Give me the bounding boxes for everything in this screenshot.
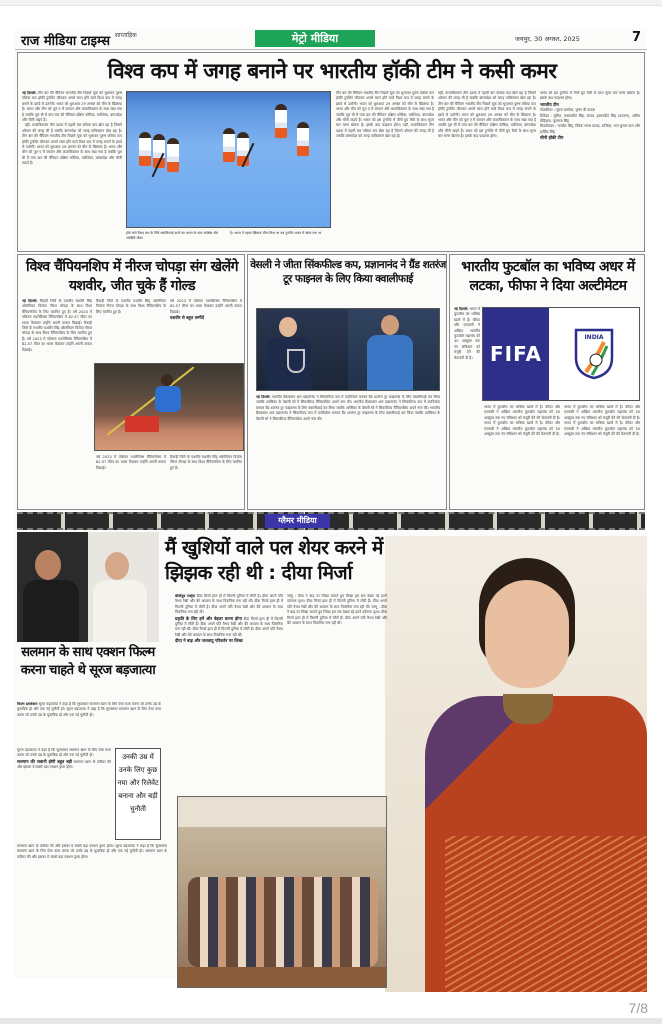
dia-body-col-1	[175, 594, 283, 794]
hockey-headline: विश्व कप में जगह बनाने पर भारतीय हॉकी टीम ने कसी कमर	[107, 59, 557, 83]
team-heading: भारतीय टीम	[540, 101, 559, 107]
player-figure	[275, 104, 287, 138]
athlete-head	[161, 374, 173, 386]
hockey-body-col5: भारत को इस टूर्नामेंट में तीनों ग्रुप मैचों के साथ सुपर चार चरण खेलना है। इसके बाद फाइनल होगा।	[540, 91, 640, 101]
neeraj-body-col3b: रिवाड़ी जिले के एथलीट यशवीर सिंह ओलंपियन विजेता नीरज चोपड़ा के साथ विश्व चैंपियनशिप के लिए चयनित हुए हैं।	[170, 455, 242, 470]
viewer-top-bar	[0, 0, 662, 6]
salman-body-intro	[17, 702, 161, 746]
football-headline: भारतीय फुटबॉल का भविष्य अधर में लटका, फीफा ने दिया अल्टीमेटम	[461, 259, 635, 294]
hockey-body-col3-a: तीन बार की चैंपियन भारतीय टीम पिछले चूक को भुलाकर पुरुष एशिया कप हॉकी टूर्नामेंट जीतकर अगले साल होने वाले विश्व कप में जगह बनाने के इरादे से उतरेगी। भारत को शुरुआत 29 अगस्त को चीन के खिलाफ है। भारत और चीन को पूल ए में जापान और कजाकिस्तान के साथ रखा गया है जबकि पूल बी में पांच बार की चैंपियन दक्षिण कोरिया, मलेशिया, बांग्लादेश और चीनी ताइपे हैं।	[336, 91, 434, 123]
dateline: जयपुर, 30 अगस्त, 2025	[515, 35, 580, 43]
paper-type: साप्ताहिक	[115, 32, 137, 39]
dia-body-col-2	[287, 594, 387, 790]
player-figure	[297, 122, 309, 156]
football-body-col2: भारत में फुटबॉल का भविष्य खतरे में है। फीफा और एएफसी ने अखिल भारतीय फुटबॉल महासंघ को 30 अक्टूबर तक नए संविधान को मंजूरी देने की चेतावनी दी है।	[484, 405, 560, 420]
neeraj-body-col2: रिवाड़ी जिले के एथलीट यशवीर सिंह ओलंपियन विजेता नीरज चोपड़ा के साथ विश्व चैंपियनशिप के लिए चयनित हुए हैं।	[96, 299, 166, 314]
hockey-body-col4-c: भारत को इस टूर्नामेंट में तीनों ग्रुप मैचों के साथ सुपर चार चरण खेलना है। इसके बाद फाइनल होगा।	[438, 128, 536, 139]
salman-body-side	[17, 748, 111, 840]
people-group	[188, 877, 378, 967]
viewer-bottom-bar	[0, 1018, 662, 1024]
hockey-story	[17, 52, 645, 252]
hockey-body-col3-b: वहीं, कजाकिस्तान तीन दशक में पहली बार एशिया कप खेल रहा है जिसने ओमान की जगह ली है जबकि बांग्लादेश को जगह पाकिस्तान खेल रहा है।	[336, 123, 434, 139]
dia-subhead-1: प्रकृति के लिए हमें और बेहतर करना होगा	[175, 615, 242, 621]
dia-body-2c: जम्मू : दीया ने बाढ़ पर लिखा जताते हुए लिखा हम सब देखत रहे इतने दर्दनाक दृश्य।	[287, 604, 387, 615]
hockey-team-photo	[126, 91, 331, 228]
newspaper-page	[15, 28, 647, 978]
neeraj-body-repeat-2: वर्ष 2023 में एशियन एथलेटिक्स चैंपियनशिप में 82.57 मीटर का भाला फेंककर उन्होंने अपनी ताकत दिखाई।	[22, 336, 92, 352]
dia-subhead-2: दीया ने बाढ़ और जलवायु परिवर्तन पर लिखा	[175, 638, 243, 644]
neeraj-body: रिवाड़ी जिले के एथलीट यशवीर सिंह ओलंपियन विजेता नीरज चोपड़ा के साथ विश्व चैंपियनशिप के लिए चयनित हुए हैं।	[22, 299, 92, 314]
chess-body-text: भारतीय ग्रैंडमास्टर आर प्रज्ञानानंद ने सिंकफील्ड कप में उपविजेता बनकर ग्रैंड शतरंज टूर फाइनल्स के लिए क्वालीफाई कर लिया जबकि अमेरिका के वेसली सो ने सिंकफील्ड चैंपियनशिप अपने नाम की।	[256, 395, 440, 405]
ceiling	[178, 797, 386, 827]
chess-headline: वेसली ने जीता सिंकफील्ड कप, प्रज्ञानानंद ने ग्रैंड शतरंज टूर फाइनल के लिए किया क्वालीफाई	[250, 259, 446, 285]
fifa-banner	[482, 307, 640, 401]
player-suit	[367, 335, 413, 391]
neeraj-body-col-2	[96, 299, 166, 359]
player-head	[279, 317, 297, 337]
neeraj-body-col2b: वर्ष 2023 में एशियन एथलेटिक्स चैंपियनशिप में 82.57 मीटर का भाला फेंककर उन्होंने अपनी ताकत दिखाई।	[96, 455, 166, 470]
salman-body-repeat: सूरज बड़जात्या ने कहा है कि सुपरस्टार सलमान खान के लिए ऐसा काम करना जो उनके उम्र के मुताबिक हो और एक नई चुनौती हो।	[17, 707, 161, 717]
hockey-body-col-3	[336, 91, 434, 251]
dia-body-2b: दीया मिर्जा हाल ही में फिल्मी दुनिया में लौटी हैं। दीया अपने पति वैभव रेखी और बेटे अव्यान के साथ पिकनिक मना रही थीं।	[287, 599, 387, 609]
group-photo	[177, 796, 387, 988]
china-team-heading: चीनी हॉकी टीम	[540, 135, 564, 141]
india-shield-icon	[574, 328, 614, 380]
javelin-photo	[94, 363, 244, 451]
hockey-body-col4-b: तीन बार की चैंपियन भारतीय टीम पिछले चूक को भुलाकर पुरुष एशिया कप हॉकी टूर्नामेंट जीतकर अगले साल होने वाले विश्व कप में जगह बनाने के इरादे से उतरेगी। भारत को शुरुआत 29 अगस्त को चीन के खिलाफ है। भारत और चीन को पूल ए में जापान और कजाकिस्तान के साथ रखा गया है जबकि पूल बी में पांच बार की चैंपियन दक्षिण कोरिया, मलेशिया, बांग्लादेश और चीनी ताइपे हैं।	[438, 101, 536, 133]
neeraj-story	[17, 254, 245, 510]
salman-body-side-a: सूरज बड़जात्या ने कहा है कि सुपरस्टार सलमान खान के लिए ऐसा काम करना जो उनके उम्र के मुताबिक हो और एक नई चुनौती हो।	[17, 748, 111, 758]
neeraj-headline: विश्व चैंपियनशिप में नीरज चोपड़ा संग खेलेंगे यशवीर, जीत चुके हैं गोल्ड	[26, 259, 238, 294]
glamour-section-label: ग्लैमर मीडिया	[265, 514, 330, 528]
football-story	[449, 254, 645, 510]
chess-body	[256, 395, 440, 507]
neeraj-dateline: नई दिल्ली।	[22, 299, 38, 303]
person-body	[93, 580, 147, 642]
chess-story	[247, 254, 447, 510]
hockey-caption-left: होने वाले विश्व कप के लिये क्वालिफाई करने का भारत के पास सर्वश्रेष्ठ और आखिरी मौका	[126, 231, 219, 240]
football-dateline: नई दिल्ली।	[454, 307, 469, 311]
dia-body-c: दीया मिर्जा हाल ही में फिल्मी दुनिया में लौटी हैं। दीया अपने पति वैभव रेखी और बेटे अव्यान के साथ पिकनिक मना रही थीं।	[175, 627, 283, 637]
salman-subhead: सलमान की जवानी होगी बहुत बड़ी	[17, 758, 72, 764]
neeraj-body-col-1	[22, 299, 92, 507]
player-figure	[139, 132, 151, 166]
paper-name: राज मीडिया टाइम्स	[21, 34, 111, 49]
hockey-body-col4-a: वहीं, कजाकिस्तान तीन दशक में पहली बार एशिया कप खेल रहा है जिसने ओमान की जगह ली है जबकि बांग्लादेश को जगह पाकिस्तान खेल रहा है।	[438, 91, 536, 101]
athlete-figure	[155, 386, 181, 412]
chess-dateline: नई दिल्ली।	[256, 395, 271, 399]
football-body-col-3	[564, 405, 640, 505]
salman-body-2: सलमान खान के करियर की और इसका ये सबसे बड़ा एक्शन ड्रामा होगा।	[17, 759, 111, 770]
player-figure	[167, 138, 179, 172]
salman-body-bottom	[17, 844, 167, 944]
fifa-logo: FIFA	[483, 308, 549, 400]
dia-dateline: बॉलीवुड एक्ट्रेस	[175, 594, 196, 598]
team-goalkeepers: गोलकीपर : सूरज करकेरा, कृष्ण बी पाठक	[540, 108, 596, 113]
banner-board	[125, 416, 159, 432]
football-body: भारत में फुटबॉल का भविष्य खतरे में है। फीफा और एएफसी ने अखिल भारतीय फुटबॉल महासंघ को 30 अक्टूबर तक नए संविधान को मंजूरी देने की चेतावनी दी है।	[454, 307, 480, 360]
neeraj-body-col-2b	[96, 455, 166, 507]
glamour-film-strip	[17, 512, 645, 530]
saree-pattern	[445, 836, 647, 992]
football-body-col3: भारत में फुटबॉल का भविष्य खतरे में है। फीफा और एएफसी ने अखिल भारतीय फुटबॉल महासंघ को 30 अक्टूबर तक नए संविधान को मंजूरी देने की चेतावनी दी है।	[564, 405, 640, 420]
dia-body-repeat: दीया मिर्जा हाल ही में फिल्मी दुनिया में लौटी हैं। दीया अपने पति वैभव रेखी और बेटे अव्यान के साथ पिकनिक मना रही थीं।	[175, 599, 283, 615]
salman-pull-quote: उनकी उम्र में उनके लिए कुछ नया और रिलेवेंट बनाना और बड़ी चुनौती	[115, 748, 161, 840]
dia-headline: मैं खुशियों वाले पल शेयर करने में झिझक रही थी : दीया मिर्जा	[165, 537, 383, 584]
football-body-col-2	[484, 405, 560, 505]
page-number: 7	[631, 30, 641, 45]
salman-dateline: फिल्म डायरेक्टर	[17, 702, 38, 706]
section-label: मेट्रो मीडिया	[255, 30, 375, 47]
page-indicator: 7/8	[628, 1000, 648, 1016]
hockey-caption-right: है। भारत ने पहला खिताब जीता तिया था तब टूर्नामेंट भारत में खेला गया था	[230, 231, 322, 235]
football-body-col2b: भारत में फुटबॉल का भविष्य खतरे में है। फीफा और एएफसी ने अखिल भारतीय फुटबॉल महासंघ को 30 अक्टूबर तक नए संविधान को मंजूरी देने की चेतावनी दी है।	[484, 421, 560, 437]
trophy-icon	[287, 349, 305, 373]
salman-body-bottom-b: सूरज बड़जात्या ने कहा है कि सुपरस्टार सलमान खान के लिए ऐसा काम करना जो उनके उम्र के मुताबिक हो और एक नई चुनौती हो।	[17, 844, 167, 854]
salman-body-bottom-a: सलमान खान के करियर की और इसका ये सबसे बड़ा एक्शन ड्रामा होगा।	[17, 844, 114, 848]
chess-players-photo	[256, 308, 440, 391]
chess-body-text-3: भारतीय ग्रैंडमास्टर आर प्रज्ञानानंद ने सिंकफील्ड कप में उपविजेता बनकर ग्रैंड शतरंज टूर फाइनल्स के लिए क्वालीफाई कर लिया जबकि अमेरिका के वेसली सो ने सिंकफील्ड चैंपियनशिप अपने नाम की।	[256, 405, 440, 421]
player-head	[381, 315, 399, 335]
hockey-team-list	[540, 91, 640, 251]
dia-mirza-photo	[385, 536, 647, 992]
salman-body-bottom-c: सलमान खान के करियर की और इसका ये सबसे बड़ा एक्शन ड्रामा होगा।	[17, 849, 167, 859]
dia-body-2d: दीया मिर्जा हाल ही में फिल्मी दुनिया में लौटी हैं। दीया अपने पति वैभव रेखी और बेटे अव्यान के साथ पिकनिक मना रही थीं।	[287, 610, 387, 626]
hockey-body-3: भारत को इस टूर्नामेंट में तीनों ग्रुप मैचों के साथ सुपर चार चरण खेलना है। इसके बाद फाइनल होगा।	[336, 118, 434, 128]
person-body	[23, 580, 79, 642]
neeraj-subhead: यशवीर से बहुत उम्मीदें	[170, 315, 204, 321]
dia-body-b: दीया मिर्जा हाल ही में फिल्मी दुनिया में लौटी हैं। दीया अपने पति वैभव रेखी और बेटे अव्यान के साथ पिकनिक मना रही थीं।	[175, 616, 283, 632]
player-figure	[223, 128, 235, 162]
dia-body-2: जम्मू : दीया ने बाढ़ पर लिखा जताते हुए लिखा हम सब देखत रहे इतने दर्दनाक दृश्य।	[287, 594, 387, 604]
person-head	[105, 552, 129, 580]
chess-body-text-2: भारतीय ग्रैंडमास्टर आर प्रज्ञानानंद ने सिंकफील्ड कप में उपविजेता बनकर ग्रैंड शतरंज टूर फाइनल्स के लिए क्वालीफाई कर लिया जबकि अमेरिका के वेसली सो ने सिंकफील्ड चैंपियनशिप अपने नाम की।	[256, 400, 440, 410]
football-body-col3b: भारत में फुटबॉल का भविष्य खतरे में है। फीफा और एएफसी ने अखिल भारतीय फुटबॉल महासंघ को 30 अक्टूबर तक नए संविधान को मंजूरी देने की चेतावनी दी है।	[564, 421, 640, 437]
india-badge-text: INDIA	[584, 334, 604, 341]
team-midfielders: मिडफील्डर : मनप्रीत सिंह, विवेक सागर प्रसाद, राजिंदर, राज कुमार पाल और हार्दिक सिंह	[540, 124, 640, 134]
salman-body: सूरज बड़जात्या ने कहा है कि सुपरस्टार सलमान खान के लिए ऐसा काम करना जो उनके उम्र के मुताबिक हो और एक नई चुनौती हो।	[17, 702, 161, 712]
floor	[178, 967, 386, 988]
person-head	[35, 550, 61, 580]
dia-body: दीया मिर्जा हाल ही में फिल्मी दुनिया में लौटी हैं। दीया अपने पति वैभव रेखी और बेटे अव्यान के साथ पिकनिक मना रही थीं।	[175, 594, 283, 604]
football-body-col-1	[454, 307, 480, 507]
hockey-body-col-4	[438, 91, 536, 251]
neeraj-body-col-3b	[170, 455, 242, 507]
aiff-badge	[549, 308, 639, 400]
hockey-body-col-1	[22, 91, 122, 251]
neeraj-body-repeat: रिवाड़ी जिले के एथलीट यशवीर सिंह ओलंपियन विजेता नीरज चोपड़ा के साथ विश्व चैंपियनशिप के लिए चयनित हुए हैं।	[22, 320, 92, 341]
necklace	[503, 694, 553, 724]
salman-sooraj-photo	[17, 532, 159, 642]
hockey-body-2: वहीं, कजाकिस्तान तीन दशक में पहली बार एशिया कप खेल रहा है जिसने ओमान की जगह ली है जबकि बांग्लादेश को जगह पाकिस्तान खेल रहा है।	[22, 123, 122, 133]
masthead	[15, 28, 647, 50]
team-defenders: डिफेंडर : सुमित, जरमनप्रीत सिंह, संजय, हरमनप्रीत सिंह (कप्तान), अमित रोहिदास, जुगराज सिंह	[540, 113, 640, 124]
hockey-body-1: तीन बार की चैंपियन भारतीय टीम पिछले चूक को भुलाकर पुरुष एशिया कप हॉकी टूर्नामेंट जीतकर अगले साल होने वाले विश्व कप में जगह बनाने के इरादे से उतरेगी। भारत को शुरुआत 29 अगस्त को चीन के खिलाफ है। भारत और चीन को पूल ए में जापान और कजाकिस्तान के साथ रखा गया है जबकि पूल बी में पांच बार की चैंपियन दक्षिण कोरिया, मलेशिया, बांग्लादेश और चीनी ताइपे हैं।	[22, 91, 122, 123]
hockey-body-repeat: तीन बार की चैंपियन भारतीय टीम पिछले चूक को भुलाकर पुरुष एशिया कप हॉकी टूर्नामेंट जीतकर अगले साल होने वाले विश्व कप में जगह बनाने के इरादे से उतरेगी। भारत को शुरुआत 29 अगस्त को चीन के खिलाफ है। भारत और चीन को पूल ए में जापान और कजाकिस्तान के साथ रखा गया है जबकि पूल बी में पांच बार की चैंपियन दक्षिण कोरिया, मलेशिया, बांग्लादेश और चीनी ताइपे हैं।	[22, 134, 122, 166]
neeraj-body-col-3	[170, 299, 242, 359]
face	[485, 580, 569, 688]
neeraj-body-2: वर्ष 2023 में एशियन एथलेटिक्स चैंपियनशिप में 82.57 मीटर का भाला फेंककर उन्होंने अपनी ताकत दिखाई।	[22, 309, 92, 325]
salman-headline: सलमान के साथ एक्शन फिल्म करना चाहते थे सूरज बड़जात्या	[20, 645, 156, 678]
neeraj-body-col3: वर्ष 2023 में एशियन एथलेटिक्स चैंपियनशिप में 82.57 मीटर का भाला फेंककर उन्होंने अपनी ताकत दिखाई।	[170, 299, 242, 314]
hockey-dateline: नई दिल्ली।	[22, 91, 37, 95]
